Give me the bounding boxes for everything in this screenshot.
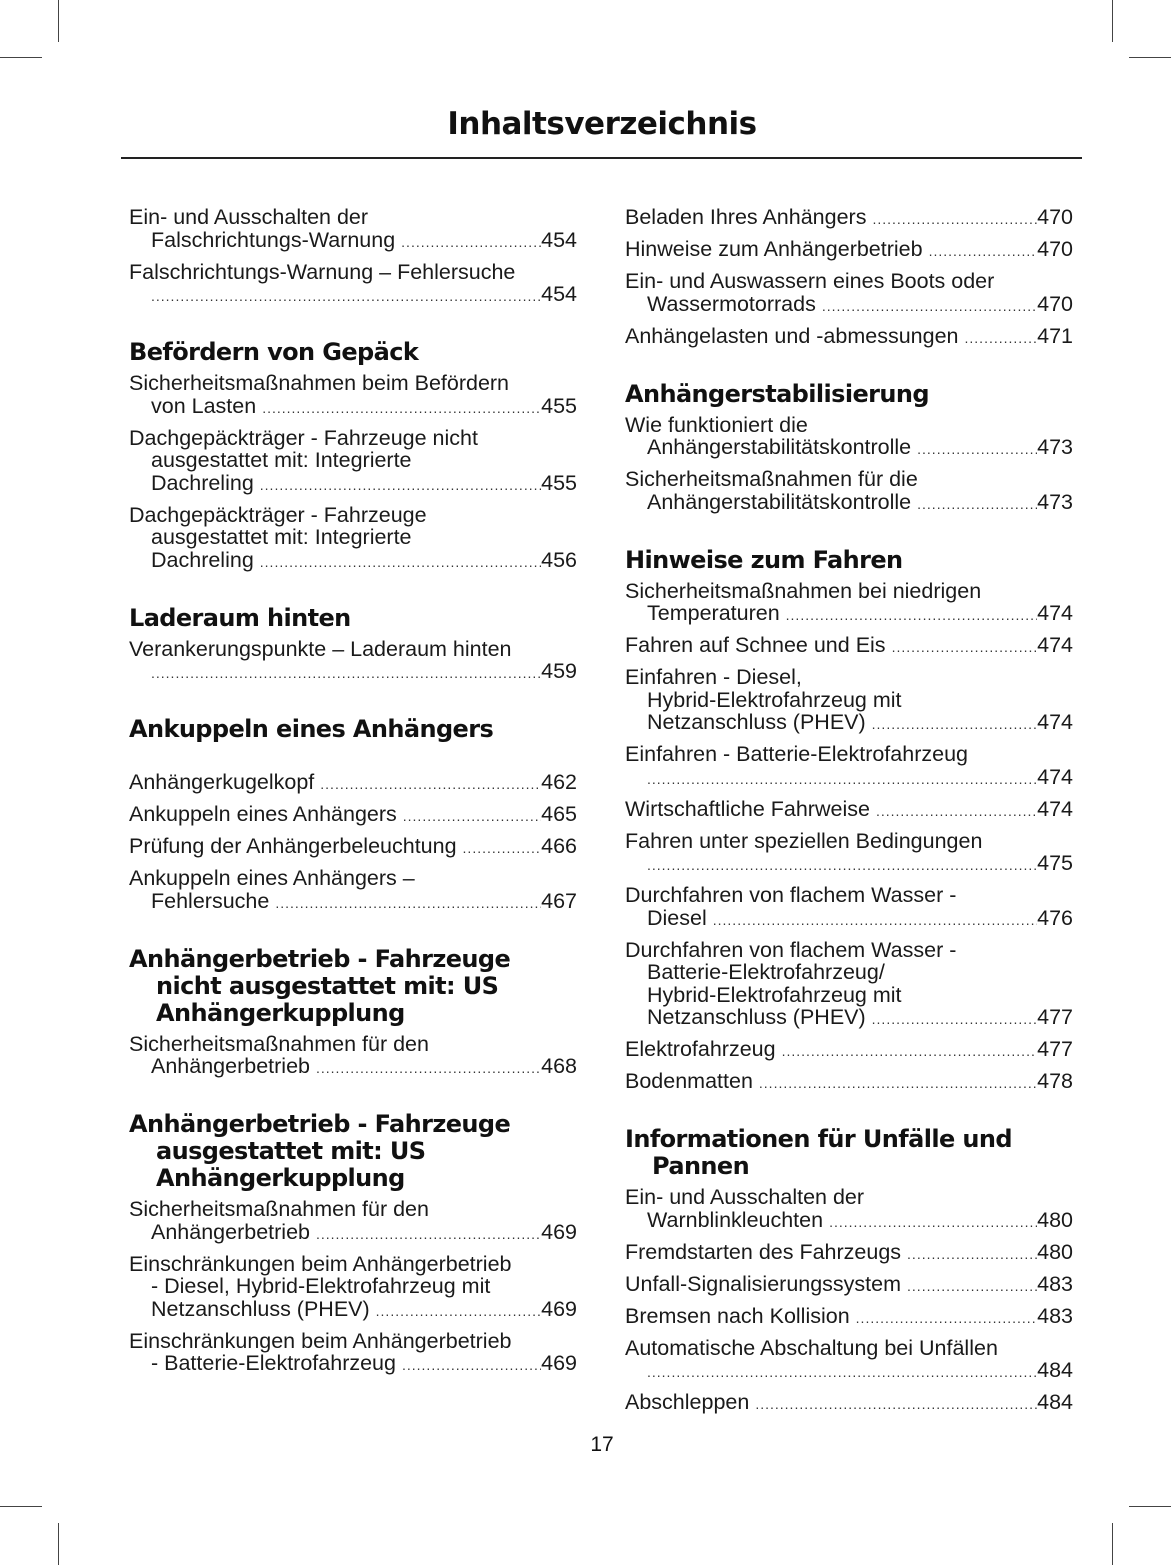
toc-entry[interactable] xyxy=(625,468,1073,515)
dot-leader xyxy=(872,1008,1037,1031)
page-reference[interactable]: 467 xyxy=(541,888,577,913)
toc-entry[interactable] xyxy=(625,1070,1073,1095)
dot-leader xyxy=(856,1307,1037,1330)
entry-title-line: Falschrichtungs-Warnung xyxy=(151,227,396,252)
section-heading: Anhängerbetrieb - Fahrzeuge nicht ausgestattet mit: US Anhängerkupplung xyxy=(129,944,511,1027)
toc-entry[interactable] xyxy=(625,634,1073,659)
section-spacer xyxy=(129,1087,577,1111)
entry-leader-line xyxy=(625,634,1073,659)
dot-leader xyxy=(401,231,541,254)
dot-leader xyxy=(262,397,541,420)
dot-leader xyxy=(907,1243,1037,1266)
section-spacer xyxy=(625,523,1073,547)
toc-entry[interactable] xyxy=(625,1305,1073,1330)
entry-leader-line xyxy=(625,1305,1073,1330)
dot-leader xyxy=(755,1393,1037,1416)
toc-entry[interactable] xyxy=(129,803,577,828)
entry-leader-line xyxy=(129,771,577,796)
toc-left-column xyxy=(129,206,577,1384)
dot-leader xyxy=(647,768,1037,791)
entry-title-line: Abschleppen xyxy=(625,1390,750,1414)
page-reference[interactable]: 456 xyxy=(541,547,577,572)
section-spacer xyxy=(129,581,577,605)
dot-leader xyxy=(929,240,1038,263)
toc-entry[interactable] xyxy=(625,1241,1073,1266)
entry-leader-line xyxy=(625,1209,1073,1234)
dot-leader xyxy=(907,1275,1037,1298)
section-spacer xyxy=(129,922,577,946)
toc-entry[interactable] xyxy=(129,427,577,497)
section-heading: Anhängerbetrieb - Fahrzeuge ausgestattet mit: US Anhängerkupplung xyxy=(129,1110,511,1192)
entry-title-line: Einschränkungen beim Anhängerbetrieb xyxy=(129,1251,512,1276)
dot-leader xyxy=(822,295,1037,318)
toc-entry[interactable] xyxy=(625,1273,1073,1298)
entry-title-line: Hinweise zum Anhängerbetrieb xyxy=(625,237,923,261)
dot-leader xyxy=(759,1072,1037,1095)
toc-entry[interactable] xyxy=(129,261,577,308)
crop-mark-top-right-v xyxy=(1112,0,1113,42)
entry-leader-line xyxy=(625,907,1073,932)
toc-section xyxy=(625,1102,1073,1416)
page-reference[interactable]: 471 xyxy=(1037,323,1073,348)
entry-title-line: Elektrofahrzeug xyxy=(625,1037,776,1061)
dot-leader xyxy=(647,854,1037,877)
page-reference[interactable]: 473 xyxy=(1037,489,1073,514)
crop-mark-bottom-left-h xyxy=(0,1506,42,1507)
page-reference[interactable]: 469 xyxy=(541,1296,577,1321)
entry-title-line: Einschränkungen beim Anhängerbetrieb xyxy=(129,1328,512,1353)
crop-mark-bottom-left-v xyxy=(58,1523,59,1565)
entry-leader-line xyxy=(625,1273,1073,1298)
page-reference[interactable]: 474 xyxy=(1037,796,1073,821)
toc-section xyxy=(129,1087,577,1377)
entry-title-line: Dachreling xyxy=(151,547,254,572)
toc-entry[interactable] xyxy=(129,1253,577,1323)
toc-entry[interactable] xyxy=(129,206,577,253)
entry-leader-line xyxy=(625,1391,1073,1416)
page-reference[interactable]: 454 xyxy=(541,227,577,252)
dot-leader xyxy=(713,909,1037,932)
dot-leader xyxy=(786,604,1037,627)
toc-entry[interactable] xyxy=(625,743,1073,790)
toc-entry[interactable] xyxy=(625,1186,1073,1233)
page-reference[interactable]: 455 xyxy=(541,393,577,418)
entry-title-line: - Diesel, Hybrid-Elektrofahrzeug mit xyxy=(151,1274,491,1298)
page-reference[interactable]: 473 xyxy=(1037,435,1073,459)
heading-spacer xyxy=(129,749,577,771)
crop-mark-top-right-h xyxy=(1129,57,1171,58)
page-reference[interactable]: 476 xyxy=(1037,905,1073,930)
crop-mark-top-left-h xyxy=(0,57,42,58)
page-reference[interactable]: 468 xyxy=(541,1054,577,1078)
entry-title-line: Sicherheitsmaßnahmen bei niedrigen xyxy=(625,578,982,603)
entry-title-line: Sicherheitsmaßnahmen für den xyxy=(129,1197,429,1221)
entry-title-line: ausgestattet mit: Integrierte xyxy=(151,448,412,472)
entry-title-line: Anhängerstabilitätskontrolle xyxy=(647,489,912,514)
toc-entry[interactable] xyxy=(129,1198,577,1245)
entry-title-line: Verankerungspunkte – Laderaum hinten xyxy=(129,636,512,661)
toc-entry[interactable] xyxy=(129,372,577,419)
dot-leader xyxy=(965,327,1038,350)
toc-entry[interactable] xyxy=(625,580,1073,627)
entry-title-line: Einfahren - Batterie-Elektrofahrzeug xyxy=(625,742,968,766)
toc-entry[interactable] xyxy=(625,270,1073,317)
page-reference[interactable]: 478 xyxy=(1037,1069,1073,1093)
dot-leader xyxy=(316,1223,541,1246)
entry-title-line: Anhängerbetrieb xyxy=(151,1219,310,1244)
toc-entry[interactable] xyxy=(625,414,1073,461)
page-reference[interactable]: 474 xyxy=(1037,710,1073,734)
toc-section xyxy=(129,315,577,573)
dot-leader xyxy=(260,474,541,497)
section-heading: Laderaum hinten xyxy=(129,603,351,632)
entry-leader-line xyxy=(625,1359,1073,1384)
entry-leader-line xyxy=(625,1006,1073,1031)
entry-leader-line xyxy=(129,1055,577,1080)
page-number: 17 xyxy=(590,1433,614,1456)
entry-title-line: Sicherheitsmaßnahmen für den xyxy=(129,1031,429,1056)
toc-section xyxy=(129,692,577,914)
entry-title-line: Diesel xyxy=(647,905,707,930)
toc-section xyxy=(129,581,577,685)
dot-leader xyxy=(876,800,1037,823)
dot-leader xyxy=(320,773,541,796)
entry-leader-line xyxy=(625,1038,1073,1063)
entry-title-line: Anhängerstabilitätskontrolle xyxy=(647,435,912,459)
entry-title-line: Dachgepäckträger - Fahrzeuge nicht xyxy=(129,425,478,450)
dot-leader xyxy=(892,636,1038,659)
entry-title-line: Anhängelasten und -abmessungen xyxy=(625,323,959,348)
crop-mark-bottom-right-h xyxy=(1129,1506,1171,1507)
entry-title-line: Fahren auf Schnee und Eis xyxy=(625,633,886,657)
toc-entry[interactable] xyxy=(129,1033,577,1080)
toc-entry[interactable] xyxy=(129,867,577,914)
entry-title-line: Ankuppeln eines Anhängers – xyxy=(129,866,415,890)
toc-entry[interactable] xyxy=(625,206,1073,231)
toc-entry[interactable] xyxy=(625,1391,1073,1416)
entry-title-line: Netzanschluss (PHEV) xyxy=(647,710,866,734)
section-heading: Ankuppeln eines Anhängers xyxy=(129,715,494,743)
dot-leader xyxy=(260,551,541,574)
entry-leader-line xyxy=(129,229,577,254)
entry-title-line: Hybrid-Elektrofahrzeug mit xyxy=(647,687,902,712)
entry-title-line: Wassermotorrads xyxy=(647,291,816,316)
entry-leader-line xyxy=(625,1070,1073,1095)
entry-title-line: von Lasten xyxy=(151,393,257,418)
entry-leader-line xyxy=(129,660,577,685)
entry-leader-line xyxy=(625,436,1073,461)
page-reference[interactable]: 469 xyxy=(541,1351,577,1375)
entry-leader-line xyxy=(129,395,577,420)
dot-leader xyxy=(872,208,1037,231)
entry-leader-line xyxy=(129,472,577,497)
entry-leader-line xyxy=(625,766,1073,791)
dot-leader xyxy=(151,662,541,685)
section-spacer xyxy=(129,315,577,339)
toc-section xyxy=(625,523,1073,1095)
page-reference[interactable]: 480 xyxy=(1037,1239,1073,1264)
entry-title-line: Bodenmatten xyxy=(625,1069,753,1093)
entry-leader-line xyxy=(625,293,1073,318)
toc-entry[interactable] xyxy=(625,325,1073,350)
toc-entry[interactable] xyxy=(625,1337,1073,1384)
toc-entry[interactable] xyxy=(129,504,577,574)
entry-title-line: Netzanschluss (PHEV) xyxy=(647,1005,866,1029)
entry-title-line: Dachgepäckträger - Fahrzeuge xyxy=(129,502,427,527)
toc-entry[interactable] xyxy=(625,939,1073,1031)
toc-entry[interactable] xyxy=(625,1038,1073,1063)
entry-leader-line xyxy=(129,1352,577,1377)
page-reference[interactable]: 474 xyxy=(1037,633,1073,657)
entry-title-line: Fahren unter speziellen Bedingungen xyxy=(625,828,983,853)
entry-leader-line xyxy=(625,491,1073,516)
toc-section xyxy=(625,206,1073,349)
section-spacer xyxy=(625,357,1073,381)
entry-leader-line xyxy=(129,835,577,860)
toc-entry[interactable] xyxy=(625,666,1073,736)
page-reference[interactable]: 470 xyxy=(1037,291,1073,316)
page-reference[interactable]: 459 xyxy=(541,659,577,683)
entry-leader-line xyxy=(129,890,577,915)
entry-title-line: Unfall-Signalisierungssystem xyxy=(625,1271,902,1296)
entry-title-line: Anhängerbetrieb xyxy=(151,1054,310,1078)
toc-right-column xyxy=(625,206,1073,1423)
dot-leader xyxy=(403,805,541,828)
page-title: Inhaltsverzeichnis xyxy=(447,106,757,142)
entry-title-line: Fremdstarten des Fahrzeugs xyxy=(625,1239,902,1264)
entry-leader-line xyxy=(625,1241,1073,1266)
entry-title-line: Ein- und Ausschalten der xyxy=(129,205,369,229)
section-heading: Befördern von Gepäck xyxy=(129,338,419,366)
page-reference[interactable]: 483 xyxy=(1037,1303,1073,1328)
page-reference[interactable]: 455 xyxy=(541,470,577,495)
entry-leader-line xyxy=(129,803,577,828)
page-reference[interactable]: 465 xyxy=(541,802,577,826)
entry-title-line: Temperaturen xyxy=(647,601,780,625)
toc-section xyxy=(625,357,1073,516)
crop-mark-bottom-right-v xyxy=(1112,1523,1113,1565)
entry-title-line: Anhängerkugelkopf xyxy=(129,770,315,794)
crop-mark-top-left-v xyxy=(58,0,59,42)
entry-title-line: Hybrid-Elektrofahrzeug mit xyxy=(647,982,902,1007)
dot-leader xyxy=(402,1354,541,1377)
toc-entry[interactable] xyxy=(129,638,577,685)
entry-title-line: Falschrichtungs-Warnung – Fehlersuche xyxy=(129,259,516,284)
entry-title-line: Wirtschaftliche Fahrweise xyxy=(625,796,870,821)
section-heading: Informationen für Unfälle und Pannen xyxy=(625,1125,1012,1180)
entry-leader-line xyxy=(129,1298,577,1323)
toc-entry[interactable] xyxy=(129,771,577,796)
dot-leader xyxy=(917,438,1037,461)
entry-leader-line xyxy=(625,206,1073,231)
entry-leader-line xyxy=(129,1221,577,1246)
dot-leader xyxy=(151,285,541,308)
entry-title-line: ausgestattet mit: Integrierte xyxy=(151,525,412,549)
toc-entry[interactable] xyxy=(129,835,577,860)
section-heading: Anhängerstabilisierung xyxy=(625,379,929,408)
section-spacer xyxy=(129,692,577,716)
entry-title-line: Netzanschluss (PHEV) xyxy=(151,1296,370,1321)
entry-leader-line xyxy=(625,852,1073,877)
toc-entry[interactable] xyxy=(625,884,1073,931)
entry-leader-line xyxy=(129,549,577,574)
page-reference[interactable]: 462 xyxy=(541,770,577,794)
entry-title-line: Beladen Ihres Anhängers xyxy=(625,205,867,229)
section-heading: Hinweise zum Fahren xyxy=(625,545,903,574)
entry-title-line: Wie funktioniert die xyxy=(625,412,808,437)
entry-title-line: Durchfahren von flachem Wasser - xyxy=(625,937,957,962)
entry-title-line: - Batterie-Elektrofahrzeug xyxy=(151,1351,396,1375)
entry-leader-line xyxy=(625,602,1073,627)
section-spacer xyxy=(625,1102,1073,1126)
toc-entry[interactable] xyxy=(129,1330,577,1377)
page-reference[interactable]: 474 xyxy=(1037,601,1073,625)
title-divider xyxy=(121,157,1082,159)
toc-entry[interactable] xyxy=(625,830,1073,877)
entry-title-line: Prüfung der Anhängerbeleuchtung xyxy=(129,834,457,858)
page-reference[interactable]: 454 xyxy=(541,282,577,306)
page-reference[interactable]: 475 xyxy=(1037,851,1073,875)
dot-leader xyxy=(316,1057,541,1080)
toc-section xyxy=(129,922,577,1080)
dot-leader xyxy=(872,713,1037,736)
page-reference[interactable]: 470 xyxy=(1037,237,1073,261)
entry-title-line: Sicherheitsmaßnahmen beim Befördern xyxy=(129,371,510,395)
entry-title-line: Dachreling xyxy=(151,470,254,495)
page-reference[interactable]: 483 xyxy=(1037,1271,1073,1296)
toc-entry[interactable] xyxy=(625,798,1073,823)
entry-title-line: Bremsen nach Kollision xyxy=(625,1303,850,1328)
entry-leader-line xyxy=(625,798,1073,823)
dot-leader xyxy=(647,1361,1037,1384)
page-reference[interactable]: 477 xyxy=(1037,1037,1073,1061)
page-reference[interactable]: 469 xyxy=(541,1219,577,1244)
entry-leader-line xyxy=(129,283,577,308)
toc-section xyxy=(129,206,577,308)
entry-leader-line xyxy=(625,711,1073,736)
page-reference[interactable]: 466 xyxy=(541,834,577,858)
dot-leader xyxy=(917,493,1037,516)
entry-title-line: Automatische Abschaltung bei Unfällen xyxy=(625,1335,998,1360)
page-reference[interactable]: 474 xyxy=(1037,764,1073,789)
dot-leader xyxy=(275,892,541,915)
entry-title-line: Ein- und Ausschalten der xyxy=(625,1185,865,1209)
dot-leader xyxy=(463,837,542,860)
page-reference[interactable]: 480 xyxy=(1037,1207,1073,1232)
toc-entry[interactable] xyxy=(625,238,1073,263)
entry-title-line: Sicherheitsmaßnahmen für die xyxy=(625,467,918,491)
entry-title-line: Ein- und Auswassern eines Boots oder xyxy=(625,269,995,293)
entry-title-line: Fehlersuche xyxy=(151,888,270,913)
entry-title-line: Einfahren - Diesel, xyxy=(625,665,802,689)
page-reference[interactable]: 484 xyxy=(1037,1358,1073,1382)
entry-title-line: Batterie-Elektrofahrzeug/ xyxy=(647,960,885,984)
entry-leader-line xyxy=(625,238,1073,263)
entry-leader-line xyxy=(625,325,1073,350)
dot-leader xyxy=(376,1300,541,1323)
dot-leader xyxy=(829,1211,1037,1234)
page-reference[interactable]: 470 xyxy=(1037,205,1073,229)
entry-title-line: Ankuppeln eines Anhängers xyxy=(129,802,397,826)
page-reference[interactable]: 477 xyxy=(1037,1005,1073,1029)
entry-title-line: Durchfahren von flachem Wasser - xyxy=(625,883,957,907)
dot-leader xyxy=(782,1040,1038,1063)
entry-title-line: Warnblinkleuchten xyxy=(647,1207,824,1232)
page-reference[interactable]: 484 xyxy=(1037,1390,1073,1414)
